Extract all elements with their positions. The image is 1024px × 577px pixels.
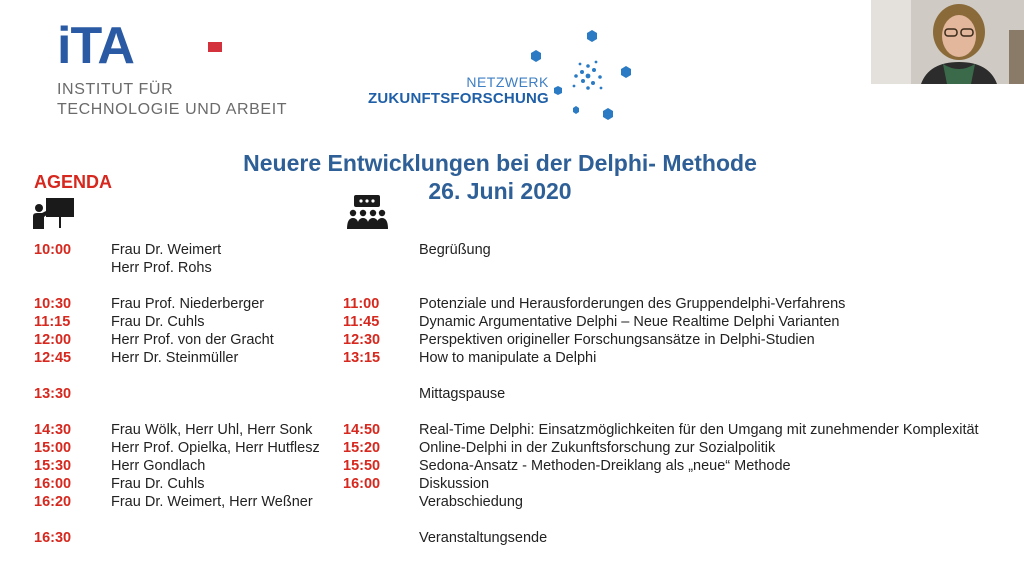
talk-time: 12:30 bbox=[343, 332, 381, 348]
talk-time: 11:00 bbox=[343, 296, 380, 312]
speaker: Frau Prof. Niederberger bbox=[111, 296, 265, 312]
ita-logo-line2: TECHNOLOGIE UND ARBEIT bbox=[57, 101, 288, 118]
agenda-row bbox=[0, 295, 1024, 313]
start-time: 11:15 bbox=[34, 314, 71, 330]
agenda-row bbox=[0, 529, 1024, 547]
agenda-row bbox=[0, 421, 1024, 439]
agenda-row bbox=[0, 385, 1024, 403]
speaker: Frau Dr. Weimert, Herr Weßner bbox=[111, 494, 313, 510]
talk-time: 16:00 bbox=[343, 476, 381, 492]
talk-time: 14:50 bbox=[343, 422, 381, 438]
netzwerk-network-icon bbox=[528, 28, 638, 120]
speaker: Herr Dr. Steinmüller bbox=[111, 350, 239, 366]
agenda-heading: AGENDA bbox=[34, 172, 113, 192]
talk-time: 13:15 bbox=[343, 350, 381, 366]
start-time: 10:00 bbox=[34, 242, 72, 258]
agenda-row bbox=[0, 475, 1024, 493]
ita-logo bbox=[57, 17, 288, 120]
start-time: 16:30 bbox=[34, 530, 72, 546]
speaker: Frau Dr. Weimert bbox=[111, 242, 222, 258]
topic: Diskussion bbox=[419, 476, 490, 492]
start-time: 15:00 bbox=[34, 440, 72, 456]
start-time: 10:30 bbox=[34, 296, 72, 312]
agenda-row bbox=[0, 493, 1024, 511]
ita-logo-wordmark: iTA bbox=[57, 17, 134, 75]
topic: How to manipulate a Delphi bbox=[419, 350, 597, 366]
webcam-video-feed bbox=[871, 0, 1024, 84]
agenda-row bbox=[0, 457, 1024, 475]
agenda-row bbox=[0, 241, 1024, 259]
topic: Begrüßung bbox=[419, 242, 491, 258]
topic: Sedona-Ansatz - Methoden-Dreiklang als „neue“ Methode bbox=[419, 458, 791, 474]
agenda-row bbox=[0, 331, 1024, 349]
start-time: 12:00 bbox=[34, 332, 72, 348]
slide-title-line1: Neuere Entwicklungen bei der Delphi- Methode bbox=[243, 150, 757, 176]
speaker: Frau Dr. Cuhls bbox=[111, 476, 205, 492]
topic: Perspektiven origineller Forschungsansätze in Delphi-Studien bbox=[419, 332, 815, 348]
topic: Potenziale und Herausforderungen des Gruppendelphi-Verfahrens bbox=[419, 296, 846, 312]
topic: Dynamic Argumentative Delphi – Neue Realtime Delphi Varianten bbox=[419, 314, 840, 330]
speaker: Frau Wölk, Herr Uhl, Herr Sonk bbox=[111, 422, 313, 438]
topic: Verabschiedung bbox=[419, 494, 523, 510]
meeting-icon bbox=[346, 194, 388, 230]
topic: Real-Time Delphi: Einsatzmöglichkeiten für den Umgang mit zunehmender Komplexität bbox=[419, 422, 979, 438]
ita-logo-line1: INSTITUT FÜR bbox=[57, 81, 174, 98]
topic: Mittagspause bbox=[419, 386, 506, 402]
topic: Online-Delphi in der Zukunftsforschung zur Sozialpolitik bbox=[419, 440, 776, 456]
speaker: Herr Gondlach bbox=[111, 458, 206, 474]
start-time: 16:00 bbox=[34, 476, 72, 492]
slide-title bbox=[180, 149, 820, 205]
start-time: 13:30 bbox=[34, 386, 72, 402]
talk-time: 11:45 bbox=[343, 314, 380, 330]
start-time: 14:30 bbox=[34, 422, 72, 438]
speaker: Frau Dr. Cuhls bbox=[111, 314, 205, 330]
speaker: Herr Prof. Opielka, Herr Hutflesz bbox=[111, 440, 320, 456]
agenda-row bbox=[0, 439, 1024, 457]
topic: Veranstaltungsende bbox=[419, 530, 548, 546]
talk-time: 15:50 bbox=[343, 458, 381, 474]
speaker: Herr Prof. von der Gracht bbox=[111, 332, 274, 348]
slide-title-date: 26. Juni 2020 bbox=[428, 178, 572, 204]
start-time: 16:20 bbox=[34, 494, 72, 510]
netzwerk-logo bbox=[368, 74, 549, 108]
ita-logo-dash bbox=[208, 42, 222, 52]
netzwerk-logo-line1: NETZWERK bbox=[466, 74, 549, 90]
agenda-row bbox=[0, 313, 1024, 331]
agenda-row bbox=[0, 349, 1024, 367]
talk-time: 15:20 bbox=[343, 440, 381, 456]
presenter-icon bbox=[30, 196, 76, 230]
speaker: Herr Prof. Rohs bbox=[111, 260, 212, 276]
agenda-row bbox=[0, 259, 1024, 277]
start-time: 12:45 bbox=[34, 350, 72, 366]
netzwerk-logo-line2: ZUKUNFTSFORSCHUNG bbox=[368, 90, 549, 107]
start-time: 15:30 bbox=[34, 458, 72, 474]
